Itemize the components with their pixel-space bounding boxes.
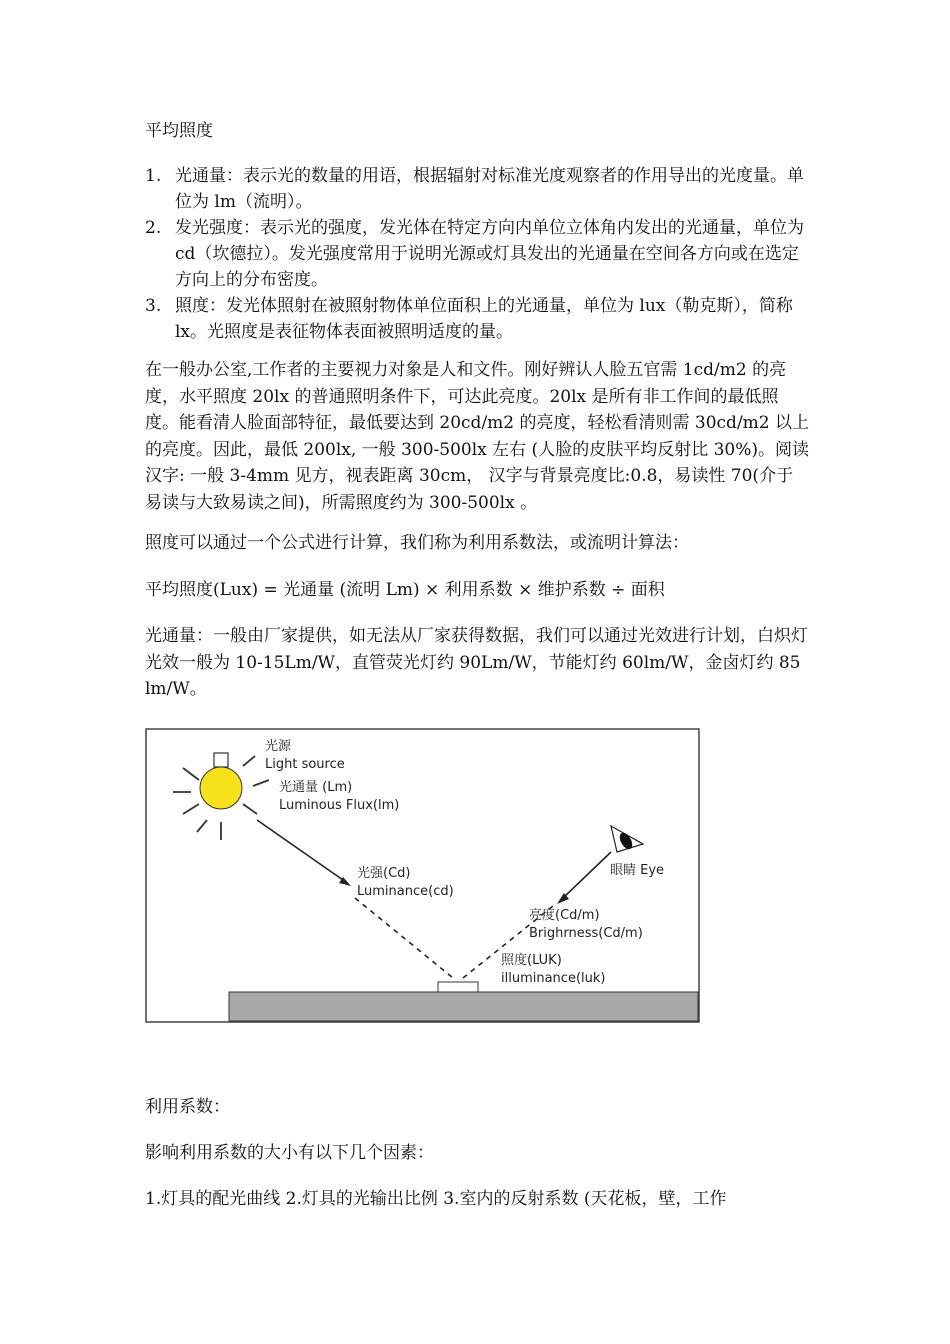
formula-intro-paragraph: 照度可以通过一个公式进行计算，我们称为利用系数法，或流明计算法：: [145, 533, 689, 553]
intensity-en-label: Luminance(cd): [357, 884, 454, 899]
lighting-diagram-svg: [145, 728, 700, 1024]
list-text: 光通量：表示光的数量的用语，根据辐射对标准光度观察者的作用导出的光度量。单位为 lm（流明）。: [175, 166, 804, 212]
list-text: 照度：发光体照射在被照射物体单位面积上的光通量，单位为 lux（勒克斯），简称 lx。光照度是表征物体表面被照明适度的量。: [175, 296, 793, 342]
brightness-cn-label: 亮度(Cd/m): [529, 908, 600, 923]
intensity-cn-label: 光强(Cd): [357, 866, 411, 881]
light-source-en-label: Light source: [265, 757, 345, 772]
target-patch: [438, 982, 478, 992]
section-title: 平均照度: [145, 121, 213, 141]
luminous-flux-paragraph: 光通量：一般由厂家提供，如无法从厂家获得数据，我们可以通过光效进行计划，白炽灯光效一般为 10-15Lm/W，直管荧光灯约 90Lm/W，节能灯约 60lm/W，金卤灯约 85 lm/W。: [145, 626, 808, 699]
list-item: [145, 293, 810, 345]
lighting-diagram: [145, 728, 700, 1024]
eye-label: 眼睛 Eye: [610, 863, 665, 878]
list-number: 2.: [145, 218, 162, 238]
factors-intro: 影响利用系数的大小有以下几个因素：: [145, 1143, 434, 1163]
list-item: [145, 163, 810, 215]
illuminance-cn-label: 照度(LUK): [501, 953, 562, 968]
factors-list-line: 1.灯具的配光曲线 2.灯具的光输出比例 3.室内的反射系数 (天花板，壁，工作: [145, 1189, 727, 1209]
utilization-heading: 利用系数：: [145, 1097, 230, 1117]
list-number: 1.: [145, 166, 162, 186]
list-text: 发光强度：表示光的强度，发光体在特定方向内单位立体角内发出的光通量，单位为 cd（坎德拉）。发光强度常用于说明光源或灯具发出的光通量在空间各方向或在选定方向上的分布密度。: [175, 218, 804, 290]
light-source-cn-label: 光源: [265, 739, 292, 754]
brightness-en-label: Brighrness(Cd/m): [529, 926, 643, 941]
flux-en-label: Luminous Flux(lm): [279, 798, 400, 813]
floor-surface: [229, 992, 698, 1021]
list-item: [145, 215, 810, 293]
formula-line: 平均照度(Lux) = 光通量 (流明 Lm) × 利用系数 × 维护系数 ÷ 面积: [145, 580, 665, 600]
flux-cn-label: 光通量 (Lm): [279, 780, 353, 795]
office-lighting-paragraph: 在一般办公室,工作者的主要视力对象是人和文件。刚好辨认人脸五官需 1cd/m2 的亮度，水平照度 20lx 的普通照明条件下，可达此亮度。20lx 是所有非工作间的最低照度。能看清人脸面部特征，最低要达到 20cd/m2 的亮度，轻松看清则需 30cd/m2 以上的亮度。因此，最低 200lx, 一般 300-500lx 左右 (人脸的皮肤平均反射比 30%)。阅读汉字: 一般 3-4mm 见方，视表距离 30cm， 汉字与背景亮度比:0.8，易读性 70(介于易读与大致易读之间)，所需照度约为 300-500lx 。: [145, 360, 810, 513]
definition-list: [145, 163, 810, 345]
list-number: 3.: [145, 296, 162, 316]
illuminance-en-label: illuminance(luk): [501, 971, 606, 986]
